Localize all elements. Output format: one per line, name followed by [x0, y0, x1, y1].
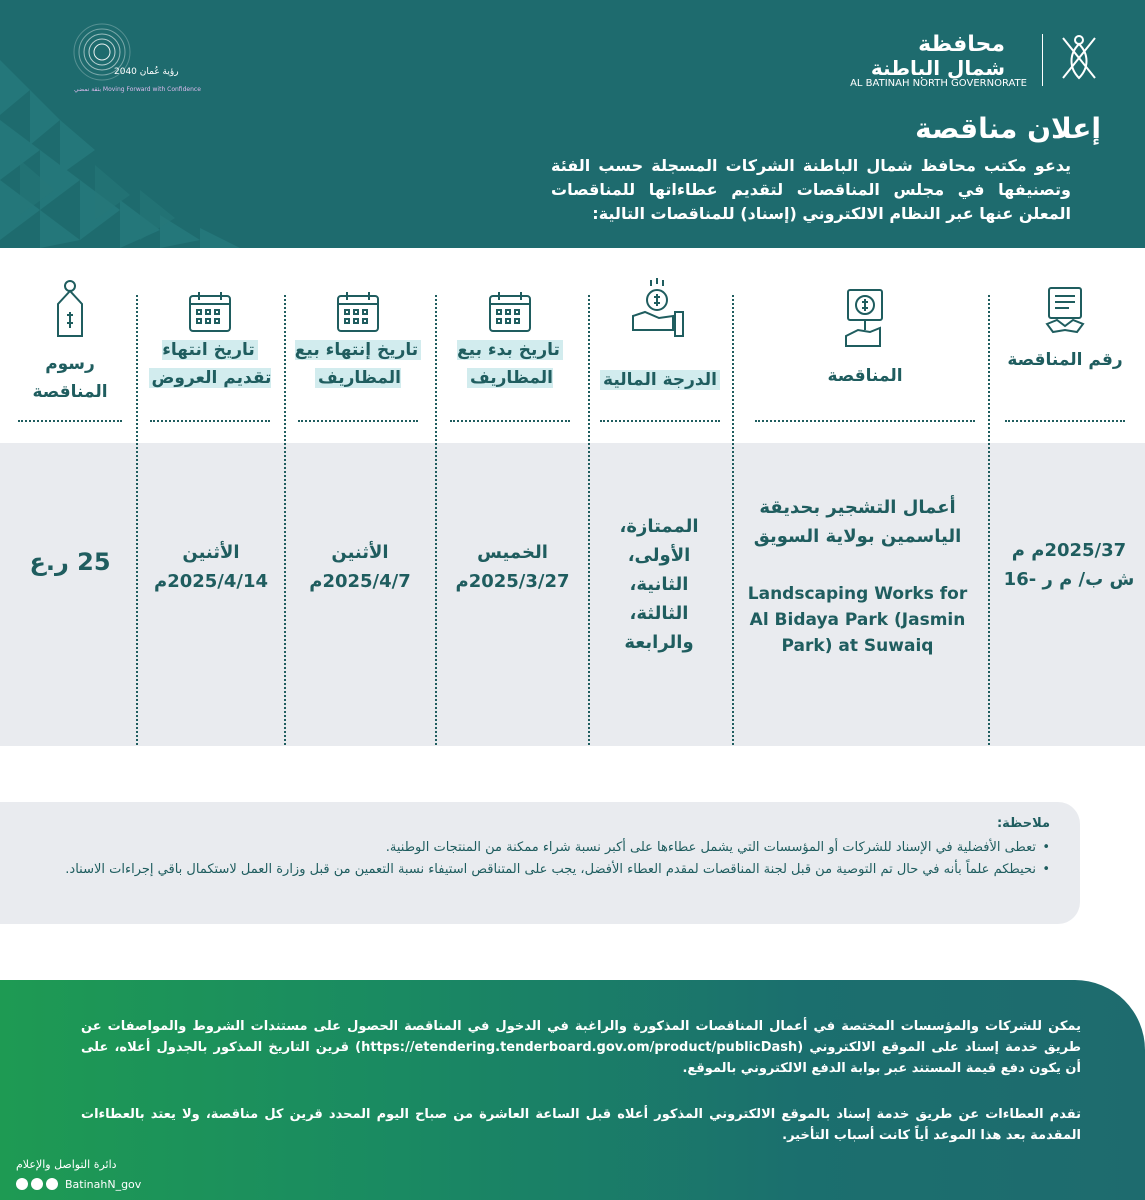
- governorate-logo: [850, 30, 1105, 90]
- money-hand-icon: [629, 276, 691, 342]
- col-underline: [755, 420, 975, 422]
- calendar-icon: [187, 290, 233, 334]
- price-sign-icon: [840, 288, 890, 350]
- col-header-tender: [745, 270, 985, 440]
- gov-name-ar-line2: شمال الباطنة: [870, 56, 1005, 80]
- cell-tender-number: [996, 536, 1142, 594]
- deadline-day: الأثنين: [182, 542, 240, 563]
- col-header-start-sale-label: [440, 336, 580, 392]
- tender-number-line2: ش ب/ م ر -16: [1003, 569, 1135, 590]
- department-name: دائرة التواصل والإعلام: [16, 1158, 117, 1171]
- header-banner: [0, 0, 1145, 248]
- col-header-end-sale-label: [288, 336, 428, 392]
- vision-en-text: بثقة نمضي Moving Forward with Confidence: [74, 86, 201, 93]
- logo-divider: [1042, 34, 1043, 86]
- end-sale-day: الأثنين: [331, 542, 389, 563]
- gov-name-en: AL BATINAH NORTH GOVERNORATE: [850, 78, 1027, 89]
- col-header-grade: [590, 270, 730, 440]
- col-underline: [600, 420, 720, 422]
- col-header-deadline-text: تاريخ انتهاء تقديم العروض: [149, 340, 272, 388]
- tender-title-ar: أعمال التشجير بحديقة الياسمين بولاية السويق: [753, 497, 962, 547]
- column-divider: [988, 295, 990, 745]
- start-sale-date: 2025/3/27م: [455, 571, 570, 592]
- col-header-start-sale: [440, 270, 580, 440]
- col-header-grade-label: [590, 366, 730, 394]
- vision-2040-logo: [36, 22, 201, 93]
- cell-start-sale: [440, 538, 585, 596]
- col-header-deadline: [140, 270, 280, 440]
- document-handshake-icon: [1043, 284, 1087, 336]
- footer-paragraph-1: يمكن للشركات والمؤسسات المختصة في أعمال المناقصات المذكورة والراغبة في الدخول في المناقصة الحصول على مستندات الشروط والمواصفات عن طريق خدمة إسناد على الموقع الالكتروني (https://etendering.tenderboard.gov.om/product/publicDash) قرين التاريخ المذكور بالجدول أعلاه، على أن يكون دفع قيمة المستند عبر بوابة الدفع الالكتروني بالموقع.: [81, 1019, 1081, 1076]
- gov-name-ar-line1: محافظة: [918, 32, 1005, 57]
- note-item: • نحيطكم علماً بأنه في حال تم التوصية من قبل لجنة المناقصات لمقدم العطاء الأفضل، يجب على المتناقص استيفاء نسبة التعمين من قبل وزارة العمل لاستكمال باقي إجراءات الاسناد.: [20, 859, 1050, 881]
- youtube-icon[interactable]: [31, 1178, 43, 1190]
- footer-paragraph-2: تقدم العطاءات عن طريق خدمة إسناد بالموقع الالكتروني المذكور أعلاه قبل الساعة العاشرة من صباح اليوم المحدد قرين كل مناقصة، ولا يعتد بالعطاءات المقدمة بعد هذا الموعد أياً كانت أسباب التأخير.: [81, 1107, 1081, 1143]
- col-header-tender-label: المناقصة: [827, 366, 903, 386]
- note-list: [20, 837, 1050, 881]
- calendar-icon: [487, 290, 533, 334]
- note-box: [0, 802, 1080, 924]
- page-title: إعلان مناقصة: [915, 112, 1101, 145]
- col-header-grade-text: الدرجة المالية: [600, 370, 720, 390]
- calendar-icon: [335, 290, 381, 334]
- col-header-fee-label: رسوم المناقصة: [32, 354, 108, 402]
- column-divider: [136, 295, 138, 745]
- col-underline: [450, 420, 570, 422]
- end-sale-date: 2025/4/7م: [309, 571, 411, 592]
- cell-end-sale: [290, 538, 430, 596]
- intro-paragraph: يدعو مكتب محافظ شمال الباطنة الشركات المسجلة حسب الفئة وتصنيفها في مجلس المناقصات لتقديم عطاءاتها للمناقصات المعلن عنها عبر النظام الالكتروني (إسناد) للمناقصات التالية:: [551, 156, 1071, 223]
- col-header-number-label: رقم المناقصة: [1007, 350, 1123, 370]
- column-divider: [435, 295, 437, 745]
- vision-ar-text: رؤية عُمان 2040: [114, 67, 179, 77]
- col-header-end-sale-text: تاريخ إنتهاء بيع المظاريف: [295, 340, 421, 388]
- col-header-deadline-label: [140, 336, 280, 392]
- col-underline: [18, 420, 122, 422]
- price-tag-icon: [52, 278, 88, 340]
- column-divider: [588, 295, 590, 745]
- cell-grade: الممتازة، الأولى، الثانية، الثالثة، والرابعة: [619, 516, 699, 653]
- footer-banner: [0, 980, 1145, 1200]
- instagram-icon[interactable]: [46, 1178, 58, 1190]
- col-header-fee: [8, 270, 132, 440]
- start-sale-day: الخميس: [477, 542, 548, 563]
- cell-fee: 25 ر.ع: [29, 548, 111, 576]
- col-header-start-sale-text: تاريخ بدء بيع المظاريف: [457, 340, 563, 388]
- column-divider: [732, 295, 734, 745]
- note-item: • تعطى الأفضلية في الإسناد للشركات أو المؤسسات التي يشمل عطاءها على أكبر نسبة شراء ممكنة من المنتجات الوطنية.: [20, 837, 1050, 859]
- col-underline: [150, 420, 270, 422]
- cell-deadline: [140, 538, 282, 596]
- col-underline: [298, 420, 418, 422]
- col-underline: [1005, 420, 1125, 422]
- cell-tender: [740, 493, 975, 659]
- tender-title-en: Landscaping Works for Al Bidaya Park (Jasmin Park) at Suwaiq: [747, 584, 968, 656]
- twitter-icon[interactable]: [16, 1178, 28, 1190]
- tender-number-line1: 2025/37م م: [1011, 540, 1127, 561]
- col-header-end-sale: [288, 270, 428, 440]
- column-divider: [284, 295, 286, 745]
- oman-emblem-icon: [1053, 30, 1105, 86]
- deadline-date: 2025/4/14م: [153, 571, 269, 592]
- social-handle: BatinahN_gov: [65, 1177, 142, 1191]
- note-title: ملاحظة:: [996, 816, 1050, 831]
- col-header-number: [995, 270, 1135, 440]
- social-links: [16, 1176, 141, 1192]
